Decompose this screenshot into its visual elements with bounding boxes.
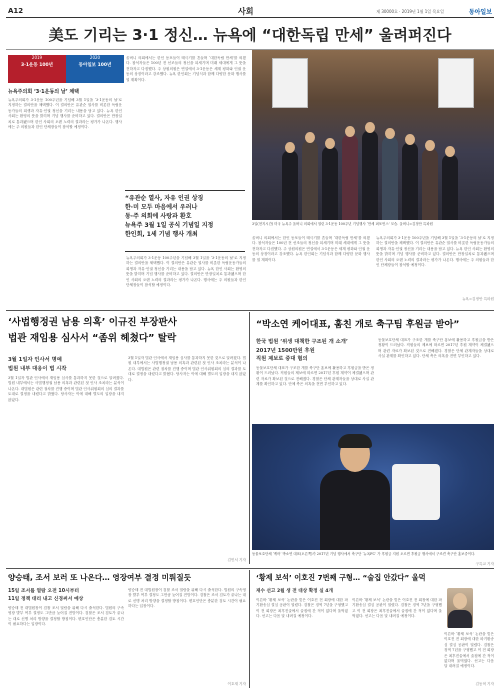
head-shape (345, 126, 355, 137)
article4-body-col-1: 양승태 전 대법원장이 검찰 조서 열람을 위해 다시 출석한다. 법원의 구속영장 발부 여부 결정도 그만큼 늦어질 전망이다. 검찰은 조서 검토가 끝나는 대로 신병 처리 방향을 결정할 방침이다. 변호인단은 충분한 검토 시간이 필요하다는 입장이다. (8, 606, 124, 627)
article5-portrait (447, 588, 473, 628)
badge-year: 2020 (89, 55, 101, 60)
person-shape (302, 140, 318, 220)
pull-quote-line: “유관순 열사, 자유 인권 상징 (125, 195, 204, 202)
article4-subhead (8, 588, 124, 603)
shoulder-shape (448, 610, 472, 628)
page-number: A12 (8, 7, 24, 15)
pull-quote-line: 한·미 모두 마음에서 우러나 (125, 204, 198, 211)
head-shape (285, 142, 295, 153)
article4-byline: 이호재 기자 (227, 682, 246, 686)
lead-body-col-2: 올버니 의회에서는 한인 동포들이 태극기를 흔들며 ‘대한독립 만세’를 외쳤다. 참석자들은 100년 전 선조들의 정신을 되새기며 미래 세대에게 그 뜻을 전하자고 다짐했다. 주 상원의원은 연설에서 3·1운동은 세계 평화와 인권 운동의 상징이라고 강조했다. 뉴욕 한인회는 기념식과 함께 다양한 문화 행사를 열 계획이다. (126, 56, 246, 82)
badge-title: 3·1운동 100년 (21, 63, 53, 68)
lead-byline: 뉴욕=김정안 특파원 (462, 297, 494, 301)
head-shape (325, 138, 335, 149)
article3-byline: 구특교 기자 (475, 562, 494, 566)
article2-headline-line2: 법관 재임용 심사서 “좀위 헤쳤다” 탈락 (8, 333, 177, 344)
face-shape (453, 593, 467, 609)
article5-body-col-1: 이른바 ‘황제 보석’ 논란을 빚은 이호진 전 회장에 대한 파기환송심 결심 공판이 열렸다. 검찰은 징역 7년을 구형했고 이 전 회장은 최후진술에서 술집에 간 적이 없다며 울먹였다. 선고는 다음 달 내려질 예정이다. (256, 598, 348, 619)
person-shape (442, 154, 458, 220)
anniversary-badge-left (8, 55, 66, 83)
article5-body-col-2: 이른바 ‘황제 보석’ 논란을 빚은 이호진 전 회장에 대한 파기환송심 결심 공판이 열렸다. 검찰은 징역 7년을 구형했고 이 전 회장은 최후진술에서 술집에 간 적이 없다며 울먹였다. 선고는 다음 달 내려질 예정이다. (352, 598, 442, 619)
subhead-line: 15일 조서를 열람 오전 10시부터 (8, 589, 80, 594)
column-divider (249, 312, 250, 564)
badge-title: 동아일보 100년 (78, 63, 112, 68)
article3-body-col-1: 동물보호단체 대표가 구조한 개를 축구단 홍보에 활용하고 후원금을 받은 정황이 드러났다. 직원들의 제보에 따르면 2017년 후원 계약이 체결됐으며 관련 자료가 확보된 것으로 전해졌다. 경찰은 단체 관계자들을 상대로 사실 관계를 확인하고 있다. 단체 측은 의혹을 전면 부인하고 있다. (256, 366, 374, 387)
lead-body-col-4: 올버니 의회에서는 한인 동포들이 태극기를 흔들며 ‘대한독립 만세’를 외쳤다. 참석자들은 100년 전 선조들의 정신을 되새기며 미래 세대에게 그 뜻을 전하자고 다짐했다. 주 상원의원은 연설에서 3·1운동은 세계 평화와 인권 운동의 상징이라고 강조했다. 뉴욕 한인회는 기념식과 함께 다양한 문화 행사를 열 계획이다. (252, 236, 370, 262)
body-shape (320, 470, 390, 550)
article4-headline: 양승태, 조서 보러 또 나온다… 영장여부 결정 미뤄질듯 (8, 573, 192, 582)
head-shape (385, 128, 395, 139)
section-divider (6, 568, 494, 569)
flag-shape (438, 58, 474, 108)
lead-body-col-3: 뉴욕주의회가 3·1운동 100주년을 기념해 3월 1일을 ‘3·1운동의 날’로 지정하는 결의안을 채택했다. 이 결의안은 유관순 열사를 비롯한 독립운동가들의 희생과 자유·인권 정신을 기리는 내용을 담고 있다. 뉴욕 한인 사회는 환영의 뜻을 밝히며 기념 행사를 준비하고 있다. 결의안은 만장일치로 통과됐으며 한인 사회의 오랜 노력의 결과라는 평가가 나온다. 행사에는 주 의원들과 한인 단체장들이 참석할 예정이다. (126, 256, 246, 288)
flag-shape (272, 58, 308, 108)
article5-body-col-3: 이른바 ‘황제 보석’ 논란을 빚은 이호진 전 회장에 대한 파기환송심 결심 공판이 열렸다. 검찰은 징역 7년을 구형했고 이 전 회장은 최후진술에서 술집에 간 적이 없다며 울먹였다. 선고는 다음 달 내려질 예정이다. (444, 632, 494, 669)
subhead-line: 법원 내부 대응이 법 시작 (8, 365, 67, 372)
page-header (6, 4, 494, 18)
anniversary-badge-right (66, 55, 124, 83)
lead-photo-caption: 3일(현지시간) 미국 뉴욕주 올버니 의회에서 열린 3·1운동 100주년 기념행사 ‘만세 퍼포먼스’ 모습. 올버니=김정안 특파원 (252, 222, 433, 226)
issue-date: 제 30000호 · 2019년 1월 1일 목요일 (376, 9, 444, 14)
subhead-line: 직원 제보로 중대 혐의 (256, 356, 308, 362)
section-name: 사회 (238, 7, 254, 16)
pull-quote-line: 한인회, 1세 기념 행사 개최 (125, 231, 198, 238)
person-shape (320, 436, 390, 550)
person-shape (402, 142, 418, 220)
head-shape (405, 134, 415, 145)
subhead-line: 3월 1일자 인사서 명예 (8, 357, 62, 363)
subhead-line: 2017년 1500만원 후원 (256, 347, 315, 354)
subhead-line: 11일 정책 대리 내고 신경써서 예상 (8, 596, 84, 602)
article5-subhead: 재수 선고 2월 생 전 대상 확정 실 4개 (256, 589, 333, 594)
lead-kicker: 뉴욕주의회 ‘3·1운동의 날’ 채택 (8, 89, 80, 95)
pull-quote-line: 동·주 의회에 사랑과 환호 (125, 213, 192, 220)
person-shape (282, 150, 298, 220)
column-divider (249, 570, 250, 688)
person-shape (362, 130, 378, 220)
article2-subhead (8, 356, 124, 373)
article3-headline: “박소연 케어대표, 훔친 개로 축구팀 후원금 받아” (256, 319, 460, 330)
section-divider (6, 310, 494, 311)
head-shape (425, 140, 435, 151)
person-shape (322, 146, 338, 220)
article4-body-col-2: 양승태 전 대법원장이 검찰 조서 열람을 위해 다시 출석한다. 법원의 구속영장 발부 여부 결정도 그만큼 늦어질 전망이다. 검찰은 조서 검토가 끝나는 대로 신병 처리 방향을 결정할 방침이다. 변호인단은 충분한 검토 시간이 필요하다는 입장이다. (128, 588, 246, 609)
head-shape (305, 132, 315, 143)
article3-subhead (256, 338, 376, 364)
person-shape (422, 148, 438, 220)
person-shape (382, 136, 398, 220)
lead-kicker-block (8, 88, 122, 95)
article5-headline: ‘황제 보석’ 이호진 7번째 구형… “술집 안갔다” 울먹 (256, 573, 426, 582)
lead-body-col-1: 뉴욕주의회가 3·1운동 100주년을 기념해 3월 1일을 ‘3·1운동의 날’로 지정하는 결의안을 채택했다. 이 결의안은 유관순 열사를 비롯한 독립운동가들의 희생과 자유·인권 정신을 기리는 내용을 담고 있다. 뉴욕 한인 사회는 환영의 뜻을 밝히며 기념 행사를 준비하고 있다. 결의안은 만장일치로 통과됐으며 한인 사회의 오랜 노력의 결과라는 평가가 나온다. 행사에는 주 의원들과 한인 단체장들이 참석할 예정이다. (8, 98, 122, 130)
subhead-line: 한국 법원 ‘위생 대책한 구조된 개 소개’ (256, 339, 348, 345)
hair-shape (338, 434, 372, 448)
person-shape (342, 134, 358, 220)
paper-logo: 동아일보 (468, 9, 492, 16)
main-headline: 美도 기리는 3·1 정신… 뉴욕에 “대한독립 만세” 울려퍼진다 (6, 20, 494, 50)
badge-year: 2019 (31, 55, 43, 60)
pull-quote-box (125, 190, 245, 252)
head-shape (445, 146, 455, 157)
article3-body-col-2: 동물보호단체 대표가 구조한 개를 축구단 홍보에 활용하고 후원금을 받은 정황이 드러났다. 직원들의 제보에 따르면 2017년 후원 계약이 체결됐으며 관련 자료가 확보된 것으로 전해졌다. 경찰은 단체 관계자들을 상대로 사실 관계를 확인하고 있다. 단체 측은 의혹을 전면 부인하고 있다. (378, 338, 494, 359)
article5-byline: 김동혁 기자 (475, 682, 494, 686)
article2-body-col-2: 3월 1일자 법관 인사에서 재임용 심사를 통과하지 못한 것으로 알려졌다. 법원 내부에서는 사법행정권 남용 의혹과 관련된 첫 인사 조치라는 분석이 나온다. 대법원은 관련 절차를 진행 중이며 법관 인사위원회의 심의 결과를 토대로 결정을 내렸다고 밝혔다. 당사자는 이에 대해 별도의 입장을 내지 않았다. (128, 356, 246, 382)
article2-body-col-1: 3월 1일자 법관 인사에서 재임용 심사를 통과하지 못한 것으로 알려졌다. 법원 내부에서는 사법행정권 남용 의혹과 관련된 첫 인사 조치라는 분석이 나온다. 대법원은 관련 절차를 진행 중이며 법관 인사위원회의 심의 결과를 토대로 결정을 내렸다고 밝혔다. 당사자는 이에 대해 별도의 입장을 내지 않았다. (8, 376, 124, 402)
article3-photo (252, 424, 494, 550)
article3-photo-caption: 동물보호단체 ‘케어’ 박소연 대표(오른쪽)가 2017년 기념 행사에서 축구단 ‘뉴욕FC’ 가 후원금 지원 오르면 후원금 행사에서 구조견 축구단 홍보중이다. (252, 552, 476, 556)
head-shape (365, 122, 375, 133)
jersey-shape (392, 464, 440, 520)
article2-headline-line1: ‘사법행정권 남용 의혹’ 이규진 부장판사 (8, 317, 177, 328)
pull-quote-line: 뉴욕주 3월 1일 공식 기념일 지정 (125, 222, 214, 229)
lead-photo (252, 50, 494, 220)
article2-byline: 김민서 기자 (227, 558, 246, 562)
lead-body-col-5: 뉴욕주의회가 3·1운동 100주년을 기념해 3월 1일을 ‘3·1운동의 날’로 지정하는 결의안을 채택했다. 이 결의안은 유관순 열사를 비롯한 독립운동가들의 희생과 자유·인권 정신을 기리는 내용을 담고 있다. 뉴욕 한인 사회는 환영의 뜻을 밝히며 기념 행사를 준비하고 있다. 결의안은 만장일치로 통과됐으며 한인 사회의 오랜 노력의 결과라는 평가가 나온다. 행사에는 주 의원들과 한인 단체장들이 참석할 예정이다. (376, 236, 494, 268)
